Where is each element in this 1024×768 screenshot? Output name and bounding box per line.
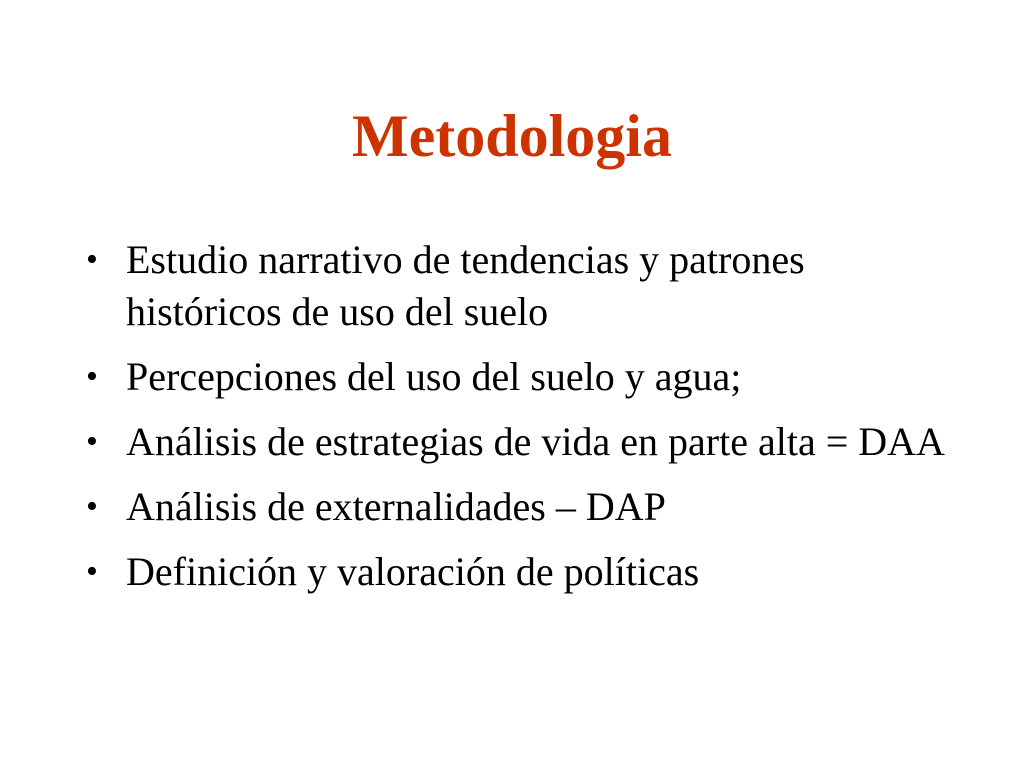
bullet-dot-icon: • [86,423,98,460]
bullet-text: Análisis de externalidades – DAP [126,484,666,529]
bullet-text: Percepciones del uso del suelo y agua; [126,354,742,399]
bullet-dot-icon: • [86,553,98,590]
bullet-item [86,234,946,338]
bullet-text: Estudio narrativo de tendencias y patrones históricos de uso del suelo [126,237,805,334]
bullet-dot-icon: • [86,488,98,525]
bullet-item [86,481,946,533]
bullet-list [86,234,946,611]
bullet-item [86,416,946,468]
bullet-item [86,546,946,598]
bullet-text: Análisis de estrategias de vida en parte alta = DAA [126,419,945,464]
bullet-text: Definición y valoración de políticas [126,549,700,594]
bullet-dot-icon: • [86,241,98,278]
bullet-item [86,351,946,403]
bullet-dot-icon: • [86,358,98,395]
slide-title: Metodologia [352,103,672,169]
